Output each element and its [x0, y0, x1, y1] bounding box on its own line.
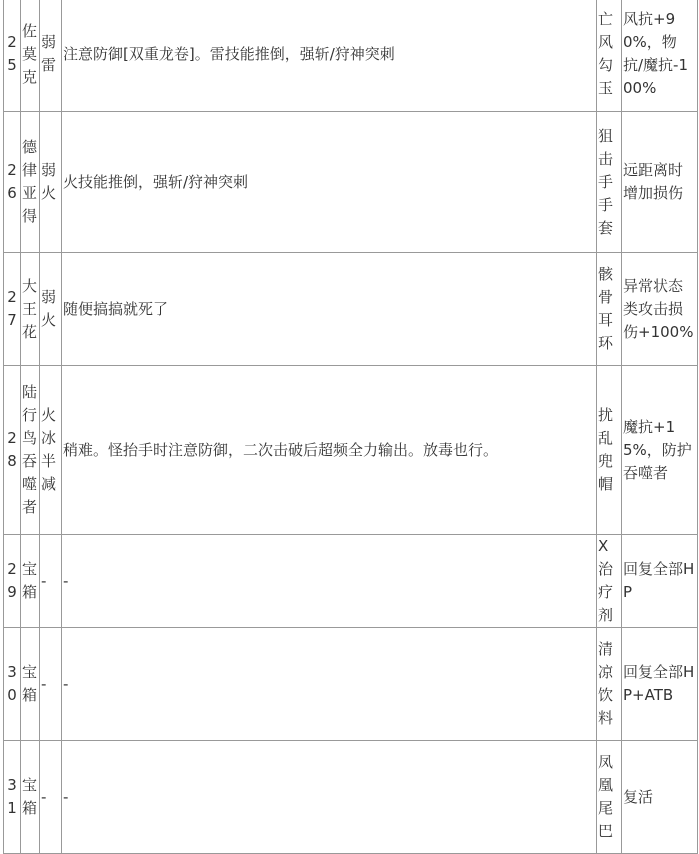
item-effect: 远距离时增加损伤 [622, 112, 698, 253]
item-effect: 回复全部HP [622, 535, 698, 628]
drop-item: X治疗剂 [597, 535, 622, 628]
strategy-tip: 火技能推倒，强斩/狩神突刺 [62, 112, 597, 253]
strategy-tip: - [62, 628, 597, 741]
drop-item: 凤凰尾巴 [597, 741, 622, 854]
item-effect: 魔抗+15%，防护吞噬者 [622, 366, 698, 535]
enemy-name: 德律亚得 [21, 112, 40, 253]
row-number: 29 [4, 535, 21, 628]
row-number: 26 [4, 112, 21, 253]
item-effect: 回复全部HP+ATB [622, 628, 698, 741]
weakness: 弱火 [40, 112, 62, 253]
enemy-name: 宝箱 [21, 628, 40, 741]
table-row [4, 0, 698, 112]
row-number: 31 [4, 741, 21, 854]
enemy-name: 佐莫克 [21, 0, 40, 112]
weakness: - [40, 628, 62, 741]
weakness: - [40, 741, 62, 854]
enemy-name: 大王花 [21, 253, 40, 366]
table-row [4, 366, 698, 535]
weakness: 弱雷 [40, 0, 62, 112]
enemy-name: 宝箱 [21, 535, 40, 628]
drop-item: 扰乱兜帽 [597, 366, 622, 535]
table-row [4, 628, 698, 741]
row-number: 27 [4, 253, 21, 366]
item-effect: 复活 [622, 741, 698, 854]
item-effect: 异常状态类攻击损伤+100% [622, 253, 698, 366]
table-row [4, 535, 698, 628]
row-number: 30 [4, 628, 21, 741]
weakness: 弱火 [40, 253, 62, 366]
table-row [4, 741, 698, 854]
row-number: 28 [4, 366, 21, 535]
drop-item: 亡风勾玉 [597, 0, 622, 112]
drop-item: 狙击手手套 [597, 112, 622, 253]
enemy-name: 宝箱 [21, 741, 40, 854]
drop-item: 骸骨耳环 [597, 253, 622, 366]
strategy-tip: - [62, 741, 597, 854]
item-effect: 风抗+90%，物抗/魔抗-100% [622, 0, 698, 112]
weakness: - [40, 535, 62, 628]
enemy-name: 陆行鸟吞噬者 [21, 366, 40, 535]
boss-guide-table [3, 0, 698, 854]
strategy-tip: 随便搞搞就死了 [62, 253, 597, 366]
weakness: 火冰半减 [40, 366, 62, 535]
strategy-tip: - [62, 535, 597, 628]
drop-item: 清凉饮料 [597, 628, 622, 741]
strategy-tip: 稍难。怪抬手时注意防御，二次击破后超频全力输出。放毒也行。 [62, 366, 597, 535]
row-number: 25 [4, 0, 21, 112]
table-row [4, 253, 698, 366]
strategy-tip: 注意防御[双重龙卷]。雷技能推倒，强斩/狩神突刺 [62, 0, 597, 112]
table-row [4, 112, 698, 253]
